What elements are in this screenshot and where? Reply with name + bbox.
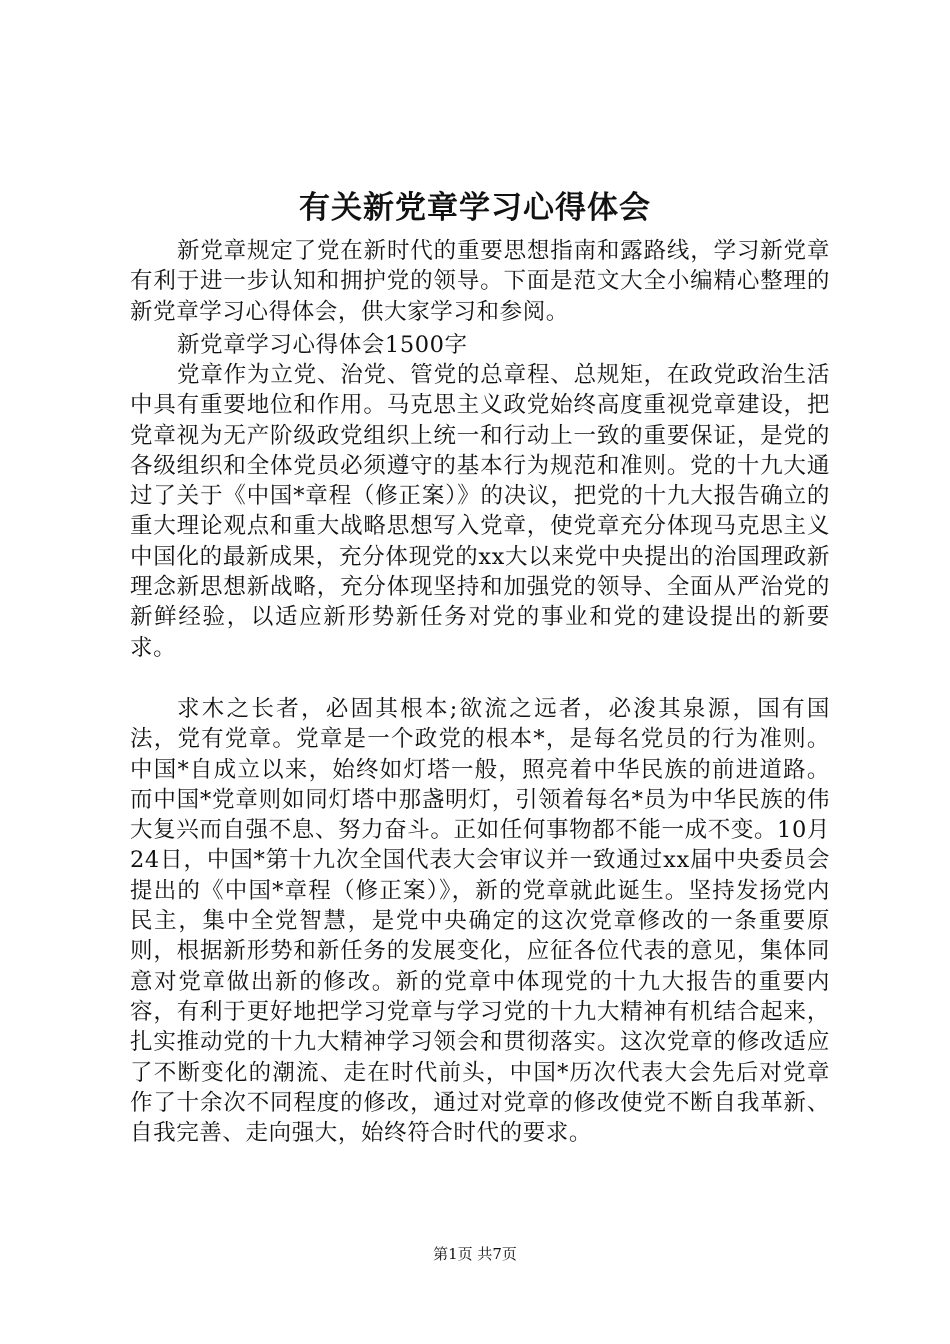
section-subheading: 新党章学习心得体会1500字 [177, 332, 468, 358]
document-title: 有关新党章学习心得体会 [299, 190, 651, 226]
body-paragraph-1: 党章作为立党、治党、管党的总章程、总规矩，在政党政治生活中具有重要地位和作用。马克思主义政党始终高度重视党章建设，把党章视为无产阶级政党组织上统一和行动上一致的重要保证，是党的各级组织和全体党员必须遵守的基本行为规范和准则。党的十九大通过了关于《中国*章程（修正案）》的决议，把党的十九大报告确立的重大理论观点和重大战略思想写入党章，使党章充分体现马克思主义中国化的最新成果，充分体现党的xx大以来党中央提出的治国理政新理念新思想新战略，充分体现坚持和加强党的领导、全面从严治党的新鲜经验，以适应新形势新任务对党的事业和党的建设提出的新要求。 [130, 362, 830, 661]
page-number-footer: 第1页 共7页 [433, 1245, 517, 1263]
intro-paragraph: 新党章规定了党在新时代的重要思想指南和露路线，学习新党章有利于进一步认知和拥护党的领导。下面是范文大全小编精心整理的新党章学习心得体会，供大家学习和参阅。 [130, 238, 830, 325]
body-paragraph-2: 求木之长者，必固其根本;欲流之远者，必浚其泉源，国有国法，党有党章。党章是一个政党的根本*，是每名党员的行为准则。中国*自成立以来，始终如灯塔一般，照亮着中华民族的前进道路。而中国*党章则如同灯塔中那盏明灯，引领着每名*员为中华民族的伟大复兴而自强不息、努力奋斗。正如任何事物都不能一成不变。10月24日，中国*第十九次全国代表大会审议并一致通过xx届中央委员会提出的《中国*章程（修正案）》，新的党章就此诞生。坚持发扬党内民主，集中全党智慧，是党中央确定的这次党章修改的一条重要原则，根据新形势和新任务的发展变化，应征各位代表的意见，集体同意对党章做出新的修改。新的党章中体现党的十九大报告的重要内容，有利于更好地把学习党章与学习党的十九大精神有机结合起来，扎实推动党的十九大精神学习领会和贯彻落实。这次党章的修改适应了不断变化的潮流、走在时代前头，中国*历次代表大会先后对党章作了十余次不同程度的修改，通过对党章的修改使党不断自我革新、自我完善、走向强大，始终符合时代的要求。 [130, 696, 830, 1147]
